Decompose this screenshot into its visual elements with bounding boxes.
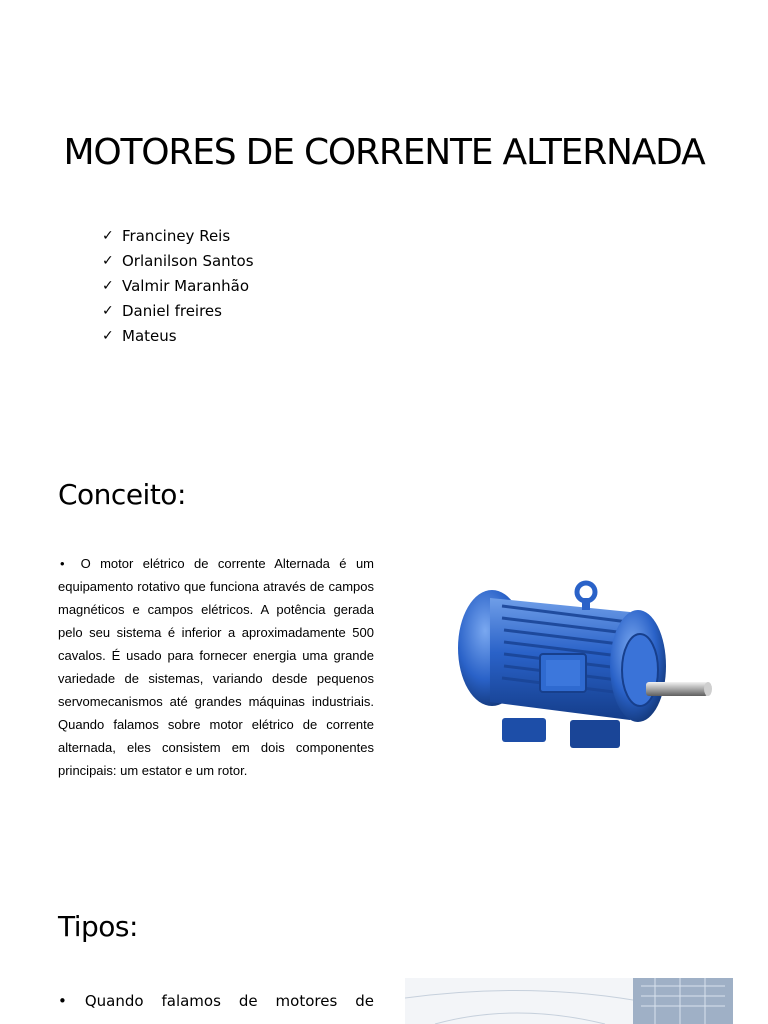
list-item <box>102 274 254 299</box>
author-name: Orlanilson Santos <box>122 252 254 270</box>
types-paragraph-text: Quando falamos de motores de <box>84 992 374 1010</box>
list-item <box>102 249 254 274</box>
author-list <box>102 224 254 349</box>
bullet-icon: • <box>58 992 67 1010</box>
types-paragraph <box>58 988 374 1014</box>
check-icon: ✓ <box>102 278 114 294</box>
check-icon: ✓ <box>102 228 114 244</box>
concept-heading: Conceito: <box>58 478 186 511</box>
list-item <box>102 299 254 324</box>
author-name: Daniel freires <box>122 302 222 320</box>
author-name: Valmir Maranhão <box>122 277 250 295</box>
bullet-icon: • <box>60 556 65 571</box>
author-name: Mateus <box>122 327 177 345</box>
list-item <box>102 224 254 249</box>
types-heading: Tipos: <box>58 910 138 943</box>
list-item <box>102 324 254 349</box>
title-slide <box>0 0 768 420</box>
check-icon: ✓ <box>102 328 114 344</box>
concept-paragraph <box>58 552 374 782</box>
check-icon: ✓ <box>102 253 114 269</box>
concept-paragraph-text: O motor elétrico de corrente Alternada é um equipamento rotativo que funciona através de campos magnéticos e campos elétricos. A potência gerada pelo seu sistema é inferior a aproximadamente 500 cavalos. É usado para fornecer energia uma grande variedade de sistemas, variando desde pequenos servomecanismos até grandes máquinas industriais. Quando falamos sobre motor elétrico de corrente alternada, eles consistem em dois componentes principais: um estator e um rotor. <box>58 556 374 778</box>
author-name: Franciney Reis <box>122 227 231 245</box>
diagram-image <box>405 978 733 1024</box>
check-icon: ✓ <box>102 303 114 319</box>
page-title: MOTORES DE CORRENTE ALTERNADA <box>63 132 705 173</box>
electric-motor-icon <box>440 570 725 780</box>
